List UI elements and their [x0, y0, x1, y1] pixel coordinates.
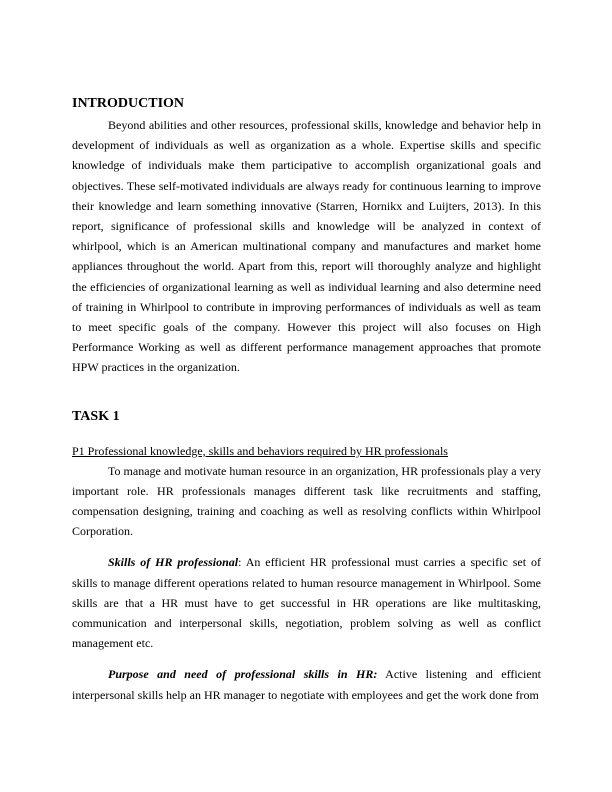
introduction-paragraph: Beyond abilities and other resources, professional skills, knowledge and behavior help in development of individuals as well as organization as a whole. Expertise skills and specific knowledge of individuals make them participative to accomplish organizational goals and objectives. These self-motivated individuals are always ready for continuous learning to improve their knowledge and learn something innovative (Starren, Hornikx and Luijters, 2013). In this report, significance of professional skills and knowledge will be analyzed in context of whirlpool, which is an American multinational company and manufactures and market home appliances throughout the world. Apart from this, report will thoroughly analyze and highlight the efficiencies of organizational learning as well as individual learning and also determine need of training in Whirlpool to contribute in improving performances of individuals as well as team to meet specific goals of the company. However this project will also focuses on High Performance Working as well as different performance management approaches that promote HPW practices in the organization. — [72, 118, 541, 375]
skills-paragraph — [72, 552, 541, 653]
hr-role-paragraph: To manage and motivate human resource in an organization, HR professionals play a very important role. HR professionals manages different task like recruitments and staffing, compensation designing, training and coaching as well as resolving conflicts within Whirlpool Corporation. — [72, 463, 541, 539]
task1-heading: TASK 1 — [72, 408, 120, 424]
purpose-label: Purpose and need of professional skills in HR: — [108, 667, 378, 682]
document-page — [72, 94, 541, 705]
p1-subheading: P1 Professional knowledge, skills and behaviors required by HR professionals — [72, 443, 448, 458]
purpose-text: Active listening and efficient interpersonal skills help an HR manager to negotiate with employees and get the work done from — [72, 667, 541, 702]
purpose-paragraph — [72, 664, 541, 704]
introduction-heading: INTRODUCTION — [72, 96, 185, 111]
skills-label: Skills of HR professional — [108, 555, 239, 570]
skills-text: : An efficient HR professional must carries a specific set of skills to manage different operations related to human resource management in Whirlpool. Some skills are that a HR must have to get successful in HR operations are like multitasking, communication and interpersonal skills, negotiation, problem solving as well as conflict management etc. — [72, 555, 541, 651]
